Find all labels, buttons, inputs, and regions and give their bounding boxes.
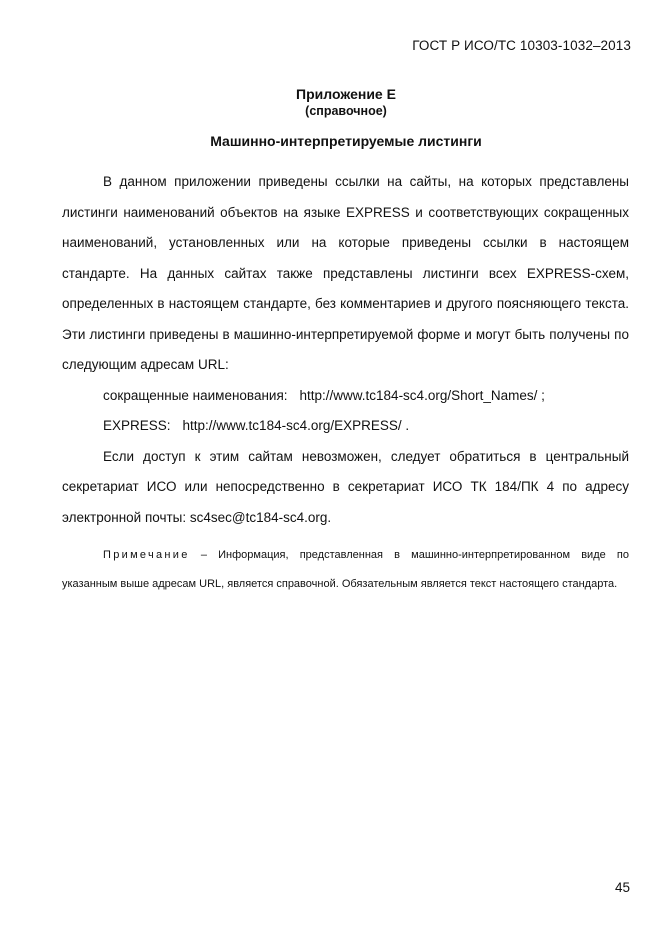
short-names-label: сокращенные наименования:: [103, 387, 288, 403]
appendix-subtitle: (справочное): [305, 104, 387, 118]
note-block: [62, 541, 629, 599]
page-number: 45: [614, 880, 630, 895]
contact-paragraph: Если доступ к этим сайтам невозможен, следует обратиться в центральный секретариат ИСО или непосредственно в секретариат ИСО ТК 184/ПК 4 по адресу электронной почты: sc4sec@tc184-sc4.org.: [62, 448, 629, 525]
section-title: Машинно-интерпретируемые листинги: [210, 133, 482, 149]
short-names-line: [62, 381, 629, 412]
express-label: EXPRESS:: [103, 418, 171, 433]
short-names-url: http://www.tc184-sc4.org/Short_Names/ ;: [299, 387, 545, 403]
intro-paragraph: В данном приложении приведены ссылки на сайты, на которых представлены листинги наименований объектов на языке EXPRESS и соответствующих сокращенных наименований, установленных или на которые приведены ссылки в настоящем стандарте. На данных сайтах также представлены листинги всех EXPRESS-схем, определенных в настоящем стандарте, без комментариев и другого поясняющего текста. Эти листинги приведены в машинно-интерпретируемой форме и могут быть получены по следующим адресам URL:: [62, 174, 629, 372]
note-paragraph: [62, 541, 629, 599]
body-text: [62, 167, 629, 533]
note-label: Примечание: [103, 549, 190, 561]
appendix-title: Приложение Е: [296, 86, 396, 102]
standard-designation: ГОСТ Р ИСО/ТС 10303-1032–2013: [412, 38, 631, 53]
express-url: http://www.tc184-sc4.org/EXPRESS/ .: [182, 418, 410, 433]
express-line: [62, 411, 629, 442]
note-text: – Информация, представленная в машинно-интерпретированном виде по указанным выше адресам URL, является справочной. Обязательным является текст настоящего стандарта.: [62, 549, 629, 590]
